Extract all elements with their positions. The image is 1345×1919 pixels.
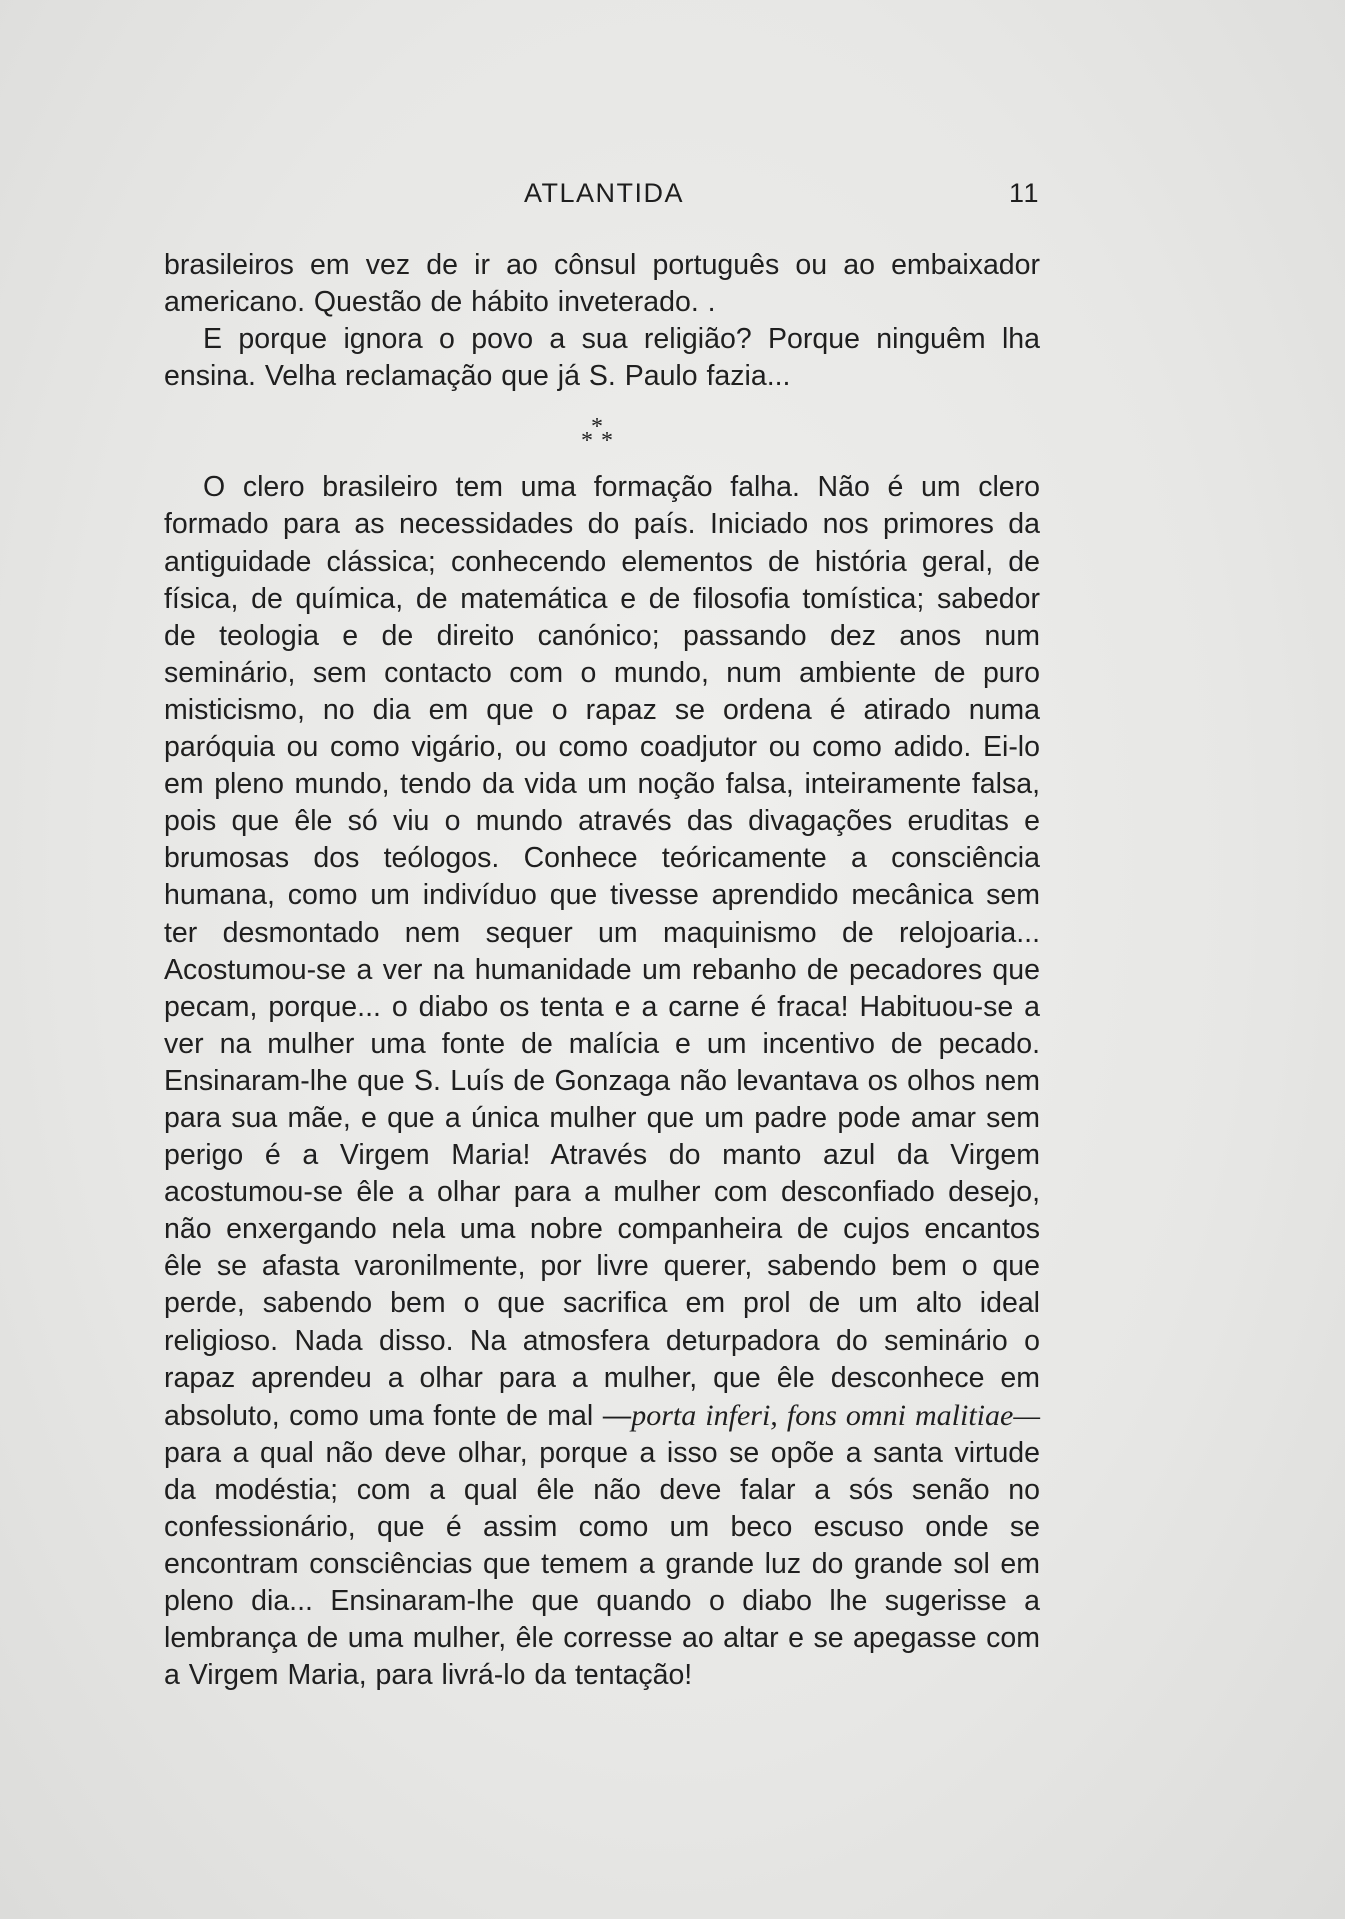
paragraph-clergy — [164, 469, 1040, 1694]
paragraph-clergy-continuation: para a qual não deve olhar, porque a isso se opõe a santa virtude da modéstia; com a qual êle não deve falar a sós senão no confessionário, que é assim como um beco escuso onde se encontram consciências que temem a grande luz do grande sol em pleno dia... Ensinaram-lhe que quando o diabo lhe sugerisse a lembrança de uma mulher, êle corresse ao altar e se apegasse com a Virgem Maria, para livrá-lo da tentação! — [164, 1436, 1040, 1692]
page-number: 11 — [1008, 178, 1040, 208]
paragraph-continuation: brasileiros em vez de ir ao cônsul português ou ao embaixador americano. Questão de hábito inveterado. . — [164, 249, 1040, 319]
asterism-star-top: * — [591, 414, 603, 441]
running-title: ATLANTIDA — [523, 178, 685, 208]
section-break-asterism — [164, 395, 1040, 469]
paragraph-clergy-text: O clero brasileiro tem uma formação falha. Não é um clero formado para as necessidades do país. Iniciado nos primores da antiguidade clássica; conhecendo elementos de história geral, de física, de química, de matemática e de filosofia tomística; sabedor de teologia e de direito canónico; passando dez anos num seminário, sem contacto com o mundo, num ambiente de puro misticismo, no dia em que o rapaz se ordena é atirado numa paróquia ou como vigário, ou como coadjutor ou como adido. Ei-lo em pleno mundo, tendo da vida um noção falsa, inteiramente falsa, pois que êle só viu o mundo através das divagações eruditas e brumosas dos teólogos. Conhece teóricamente a consciência humana, como um indivíduo que tivesse aprendido mecânica sem ter desmontado nem sequer um maquinismo de relojoaria... Acostumou-se a ver na humanidade um rebanho de pecadores que pecam, porque... o diabo os tenta e a carne é fraca! Habituou-se a ver na mulher uma fonte de malícia e um incentivo de pecado. Ensinaram-lhe que S. Luís de Gonzaga não levantava os olhos nem para sua mãe, e que a única mulher que um padre pode amar sem perigo é a Virgem Maria! Através do manto azul da Virgem acostumou-se êle a olhar para a mulher com desconfiado desejo, não enxergando nela uma nobre companheira de cujos encantos êle se afasta varonilmente, por livre querer, sabendo bem o que perde, sabendo bem o que sacrifica em prol de um alto ideal religioso. Nada disso. Na atmosfera deturpadora do seminário o rapaz aprendeu a olhar para a mulher, que êle desconhece em absoluto, como uma fonte de mal — — [164, 471, 1040, 1432]
paragraph-religion: E porque ignora o povo a sua religião? Porque ninguêm lha ensina. Velha reclamação que já S. Paulo fazia... — [164, 323, 1040, 393]
body-text — [164, 247, 1040, 1694]
latin-quote: porta inferi, fons omni malitiae— — [631, 1398, 1040, 1432]
running-header — [168, 178, 1040, 218]
asterism-star-left: * — [581, 428, 593, 455]
asterism-star-right: * — [601, 428, 613, 455]
